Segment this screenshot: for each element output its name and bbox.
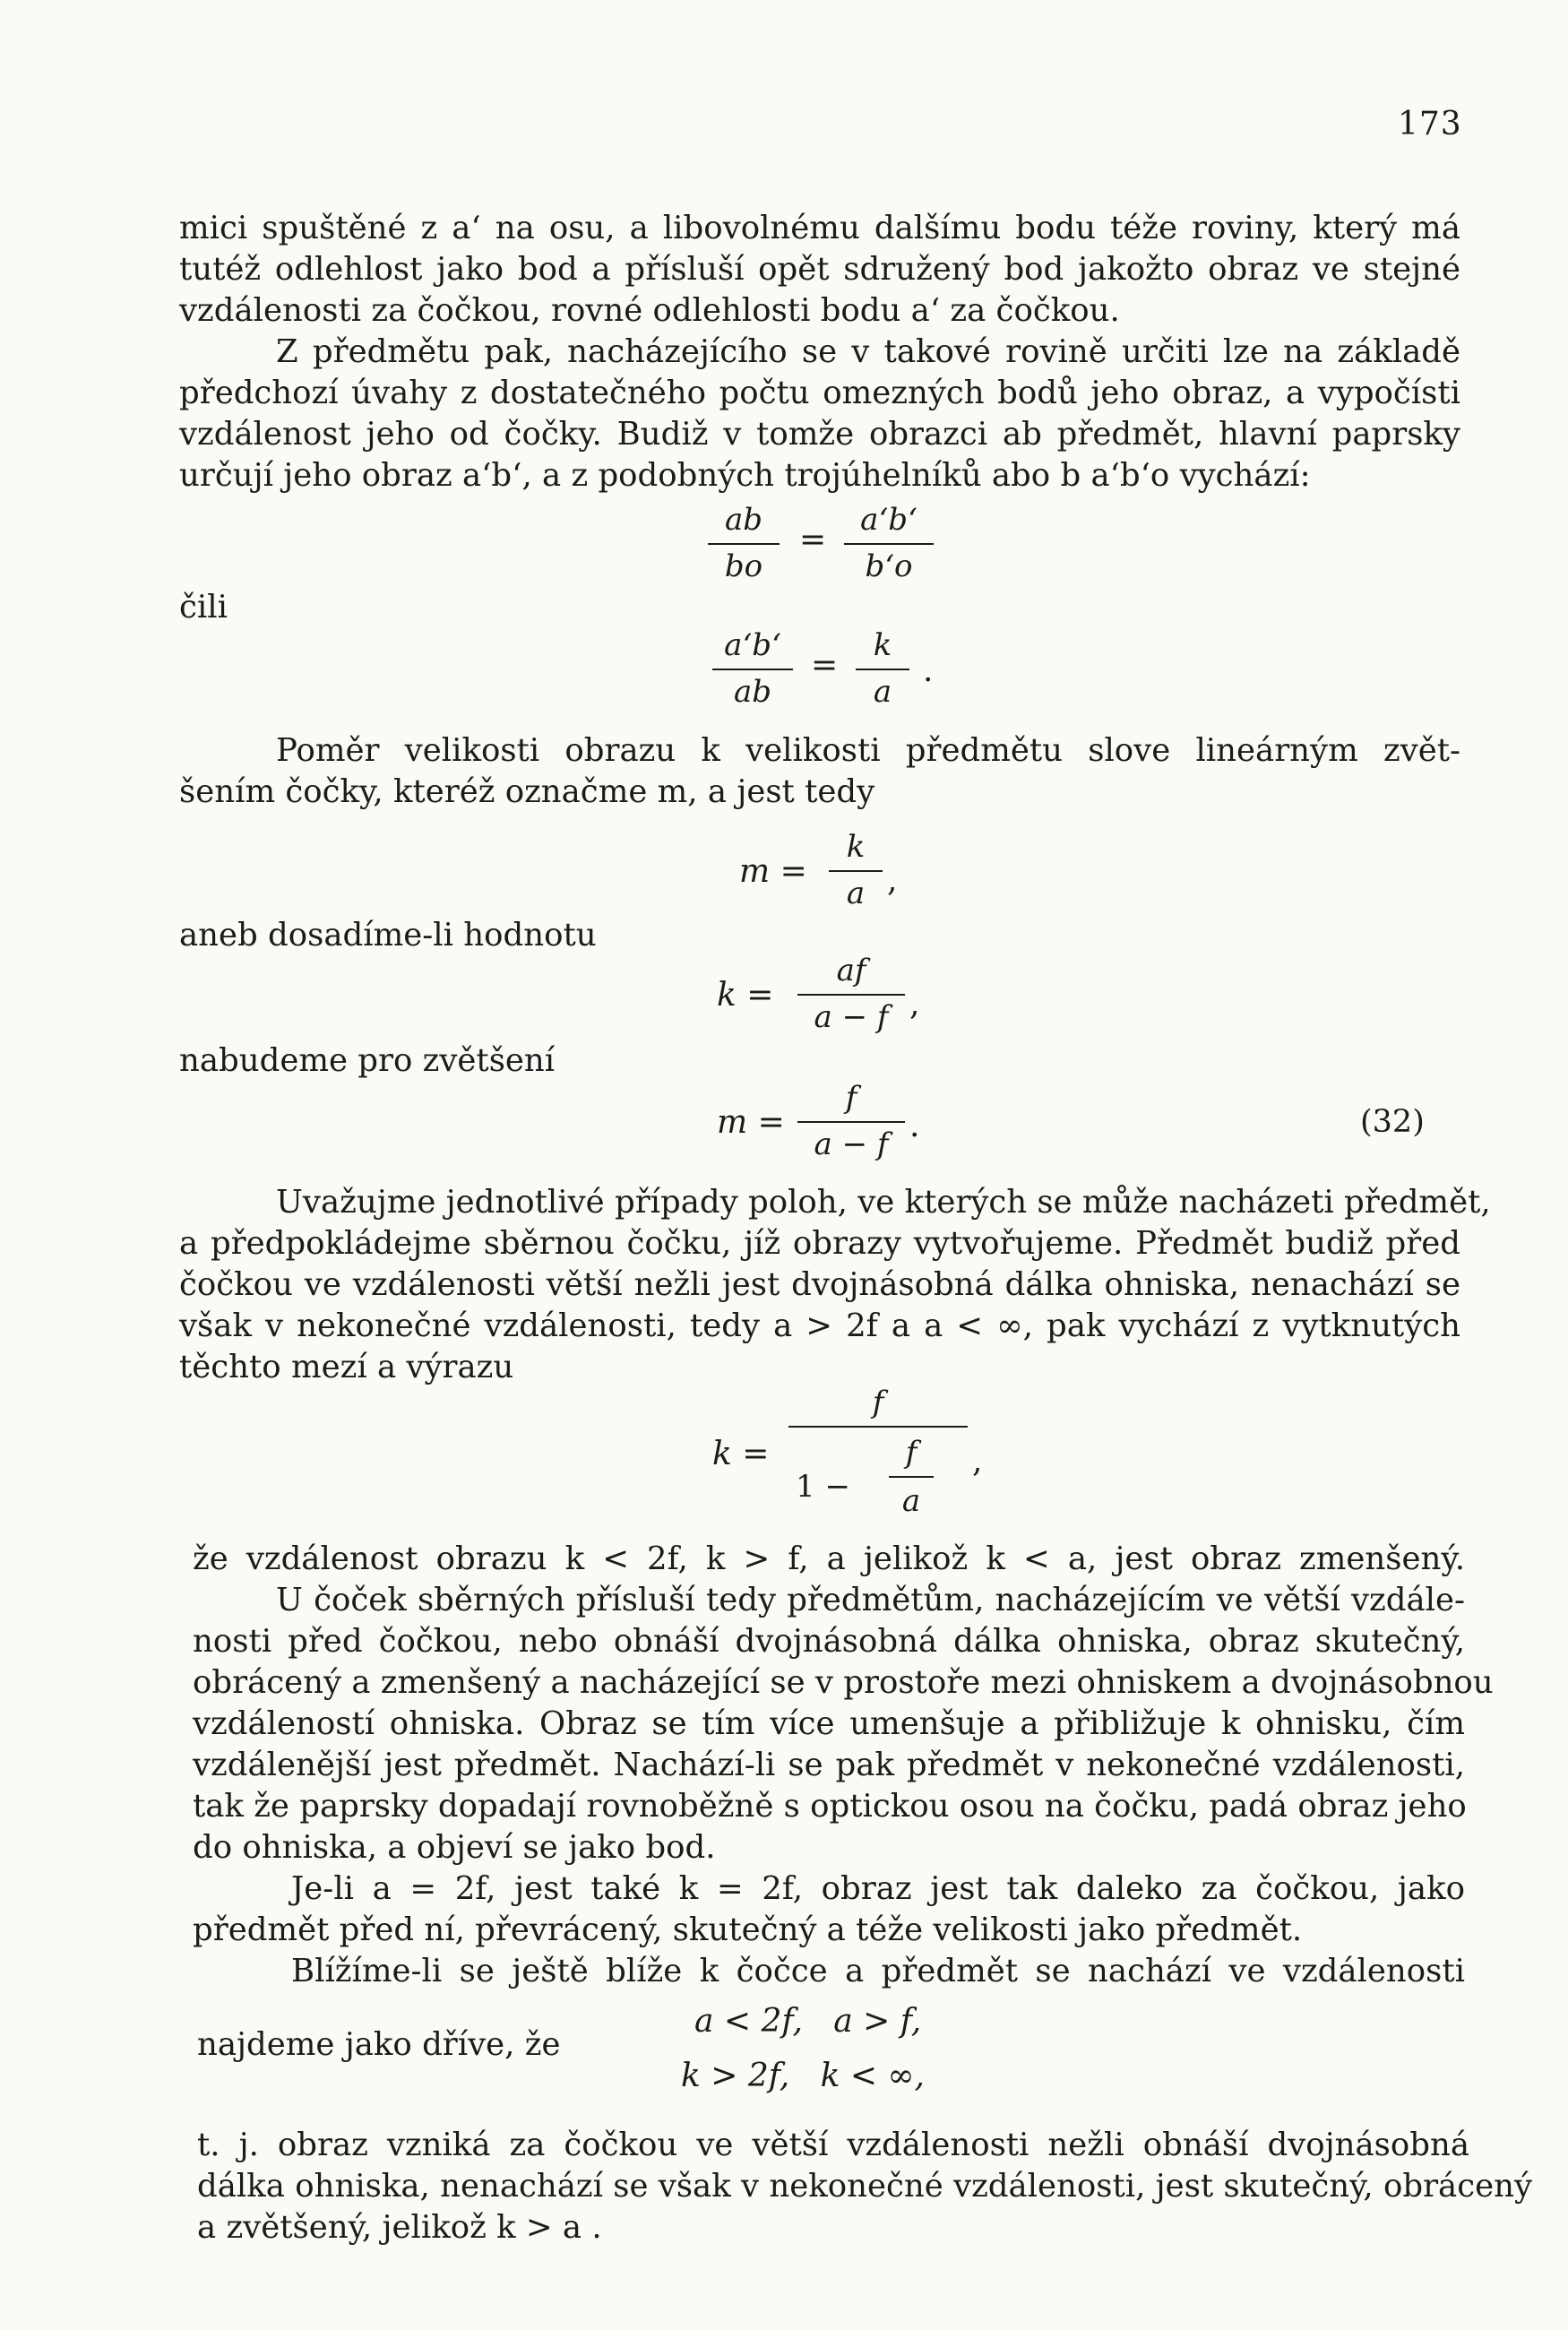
fraction — [797, 1080, 905, 1166]
numerator: f — [872, 1385, 884, 1420]
text-line: najdeme jako dříve, že — [197, 2026, 561, 2063]
denominator: a − f — [814, 999, 889, 1035]
denominator: a − f — [814, 1126, 889, 1162]
numerator: ab — [724, 502, 763, 538]
numerator: a‘b‘ — [860, 502, 918, 538]
text-line: t. j. obraz vzniká za čočkou ve větší vzdálenosti nežli obnáší dvojnásobná — [197, 2127, 1469, 2163]
inner-fraction-bar — [889, 1476, 934, 1478]
inner-denominator: a — [901, 1483, 921, 1519]
inner-numerator: f — [905, 1435, 918, 1471]
equation-lhs: m = — [739, 853, 807, 890]
text-line: vzdálenější jest předmět. Nachází-li se pak předmět v nekonečné vzdálenosti, — [193, 1747, 1465, 1783]
text-line: a zvětšený, jelikož k > a . — [197, 2209, 602, 2246]
text-line: čočkou ve vzdálenosti větší nežli jest dvojnásobná dálka ohniska, nenachází se — [179, 1266, 1460, 1303]
text-line: U čoček sběrných přísluší tedy předmětům, nacházejícím ve větší vzdále- — [276, 1582, 1465, 1618]
equals-sign: = — [811, 647, 839, 684]
denominator: a — [873, 674, 892, 710]
equation-lhs: k = — [717, 977, 774, 1014]
text-line: vzdáleností ohniska. Obraz se tím více umenšuje a přibližuje k ohnisku, čím — [193, 1705, 1465, 1742]
condition-line: k > 2f, k < ∞, — [681, 2058, 925, 2094]
text-line: vzdálenosti za čočkou, rovné odlehlosti bodu a‘ za čočkou. — [179, 292, 1120, 329]
denominator: a — [846, 876, 866, 911]
text-line: mici spuštěné z a‘ na osu, a libovolnému dalšímu bodu téže roviny, který má — [179, 210, 1460, 246]
equation-number: (32) — [1360, 1104, 1425, 1140]
text-line: Uvažujme jednotlivé případy poloh, ve kterých se může nacházeti předmět, — [276, 1184, 1491, 1221]
period: . — [923, 652, 934, 689]
text-line: nosti před čočkou, nebo obnáší dvojnásobná dálka ohniska, obraz skutečný, — [193, 1623, 1465, 1660]
fraction — [844, 502, 934, 588]
text-line: tutéž odlehlost jako bod a přísluší opět sdružený bod jakožto obraz ve stejné — [179, 251, 1460, 288]
text-line: do ohniska, a objeví se jako bod. — [193, 1829, 716, 1866]
text-line: těchto mezí a výrazu — [179, 1349, 514, 1385]
denominator: b‘o — [865, 548, 913, 584]
numerator: k — [873, 627, 892, 663]
text-line: Poměr velikosti obrazu k velikosti předmětu slove lineárným zvět- — [276, 732, 1460, 769]
denominator: bo — [724, 548, 763, 584]
condition-line: a < 2f, a > f, — [694, 2003, 922, 2040]
text-line: však v nekonečné vzdálenosti, tedy a > 2f a a < ∞, pak vychází z vytknutých — [179, 1307, 1460, 1344]
denominator-prefix: 1 − — [796, 1469, 850, 1505]
comma: , — [972, 1443, 983, 1480]
text-line: tak že paprsky dopadají rovnoběžně s optickou osou na čočku, padá obraz jeho — [193, 1788, 1467, 1825]
fraction — [829, 829, 883, 915]
text-line: Je-li a = 2f, jest také k = 2f, obraz jest tak daleko za čočkou, jako — [291, 1870, 1465, 1907]
fraction — [712, 627, 793, 713]
comma: , — [909, 986, 920, 1023]
page-number: 173 — [1398, 106, 1462, 142]
text-line: vzdálenost jeho od čočky. Budiž v tomže obrazci ab předmět, hlavní paprsky — [179, 416, 1460, 453]
text-line: nabudeme pro zvětšení — [179, 1042, 556, 1079]
numerator: a‘b‘ — [724, 627, 781, 663]
numerator: af — [836, 953, 866, 988]
text-line: předchozí úvahy z dostatečného počtu omezných bodů jeho obraz, a vypočísti — [179, 375, 1460, 411]
text-line: čili — [179, 589, 228, 626]
text-line: předmět před ní, převrácený, skutečný a téže velikosti jako předmět. — [193, 1911, 1303, 1948]
numerator: f — [845, 1080, 857, 1116]
text-line: a předpokládejme sběrnou čočku, jíž obrazy vytvořujeme. Předmět budiž před — [179, 1225, 1460, 1262]
text-line: šením čočky, kteréž označme m, a jest tedy — [179, 773, 875, 810]
text-line: Z předmětu pak, nacházejícího se v takové rovině určiti lze na základě — [276, 333, 1460, 370]
compound-fraction — [788, 1385, 968, 1555]
text-line: aneb dosadíme-li hodnotu — [179, 917, 597, 954]
text-line: určují jeho obraz a‘b‘, a z podobných trojúhelníků abo b a‘b‘o vychází: — [179, 457, 1311, 494]
text-line: dálka ohniska, nenachází se však v nekonečné vzdálenosti, jest skutečný, obrácený — [197, 2168, 1533, 2205]
text-line: Blížíme-li se ještě blíže k čočce a předmět se nachází ve vzdálenosti — [291, 1953, 1465, 1989]
text-line: že vzdálenost obrazu k < 2f, k > f, a jelikož k < a, jest obraz zmenšený. — [193, 1540, 1465, 1577]
equation-lhs: k = — [712, 1436, 770, 1472]
fraction — [797, 953, 905, 1039]
comma: , — [887, 862, 898, 899]
text-line: obrácený a zmenšený a nacházející se v prostoře mezi ohniskem a dvojnásobnou — [193, 1664, 1494, 1701]
period: . — [909, 1108, 920, 1144]
fraction — [708, 502, 780, 588]
fraction — [856, 627, 909, 713]
numerator: k — [846, 829, 866, 865]
equation-lhs: m = — [717, 1104, 785, 1141]
equals-sign: = — [799, 522, 827, 558]
denominator: ab — [733, 674, 772, 710]
